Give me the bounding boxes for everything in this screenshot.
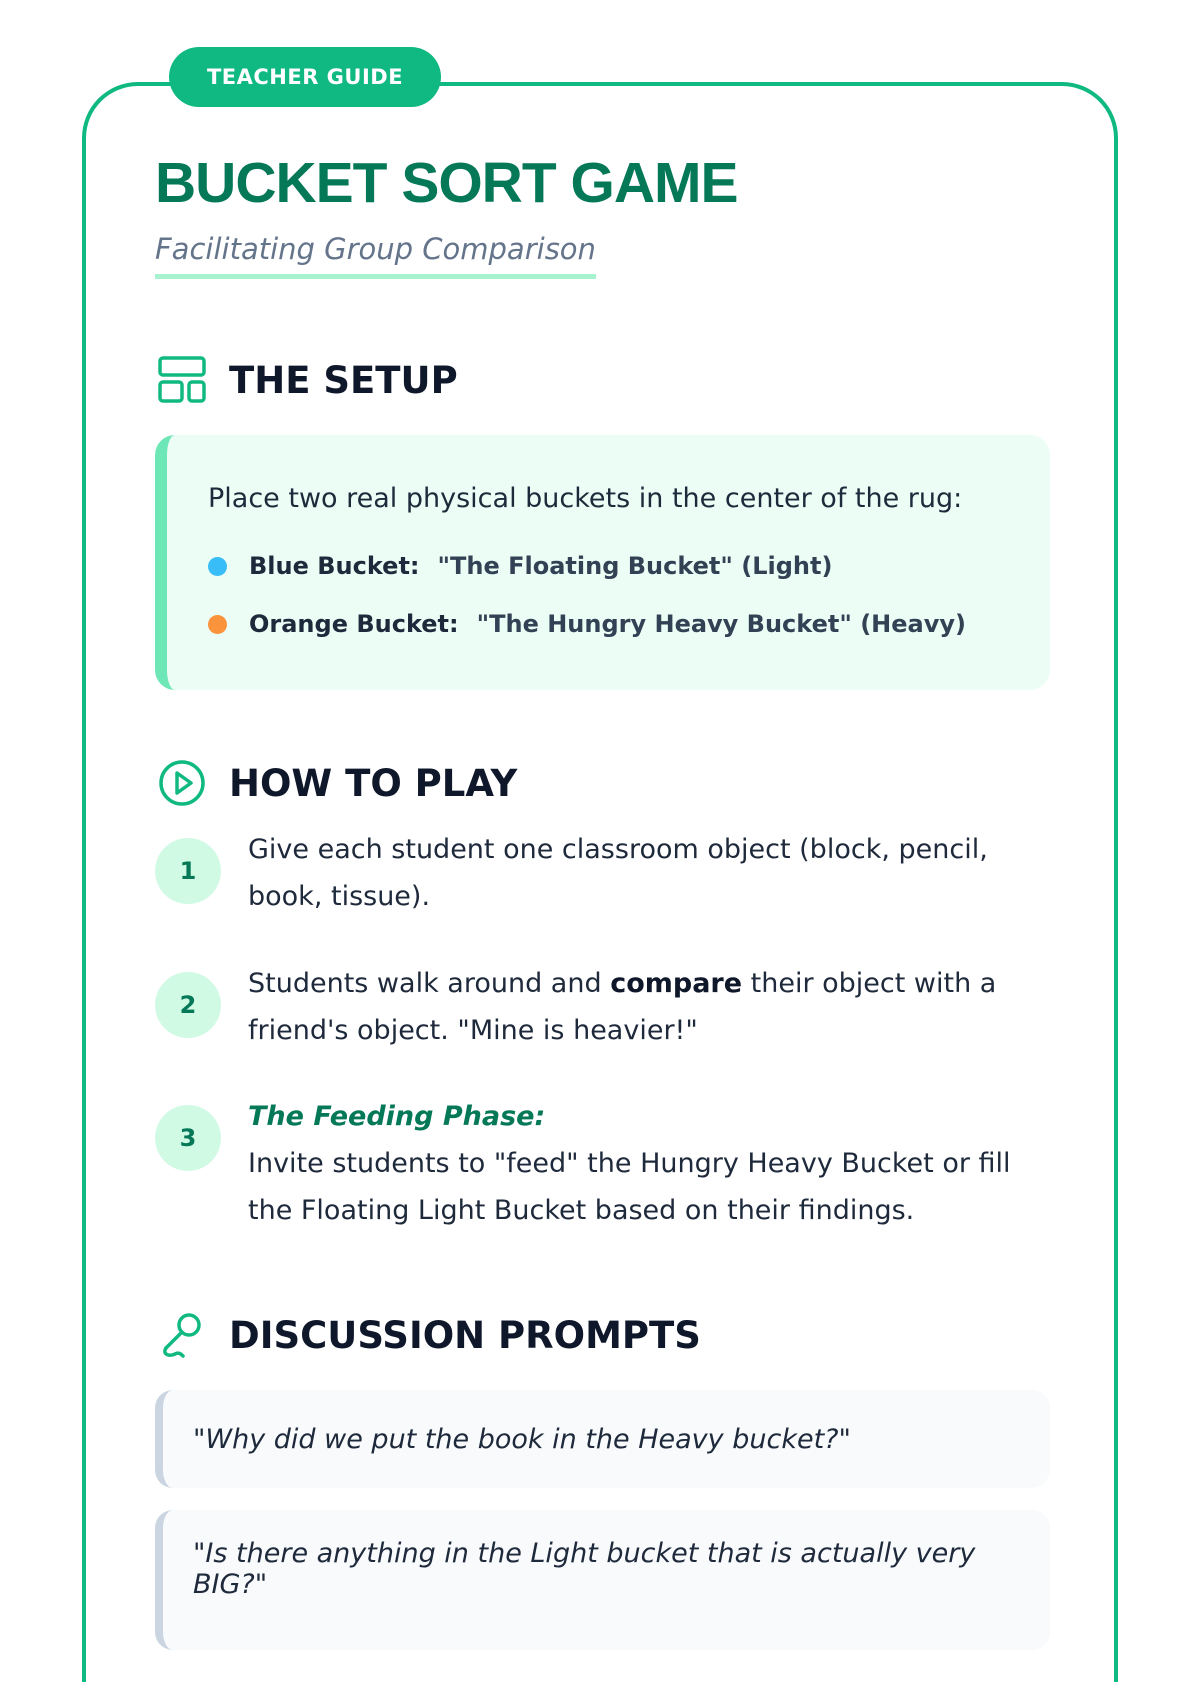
microphone-icon <box>157 1310 207 1360</box>
step-item <box>155 968 1035 1054</box>
bold-term: compare <box>610 968 743 999</box>
step-text: Give each student one classroom object (block, pencil, book, tissue). <box>248 834 988 912</box>
layout-icon <box>157 355 207 405</box>
step-text: The Feeding Phase: Invite students to "feed" the Hungry Heavy Bucket or fill the Floating Light Bucket based on their findings. <box>248 1093 1028 1234</box>
phase-title: The Feeding Phase: <box>248 1101 546 1132</box>
discussion-prompt: "Is there anything in the Light bucket that is actually very BIG?" <box>155 1510 1050 1650</box>
setup-section-header <box>157 355 458 405</box>
discussion-section-header <box>157 1310 701 1360</box>
play-section-header <box>157 758 517 808</box>
bucket-desc: "The Hungry Heavy Bucket" (Heavy) <box>476 610 966 638</box>
bucket-item-blue <box>208 552 1050 580</box>
blue-dot-icon <box>208 557 227 576</box>
step-text: Students walk around and compare their object with a friend's object. "Mine is heavier!" <box>248 968 997 1046</box>
bucket-desc: "The Floating Bucket" (Light) <box>437 552 833 580</box>
step-item <box>155 1101 1035 1234</box>
play-heading: HOW TO PLAY <box>229 761 518 805</box>
teacher-guide-badge: TEACHER GUIDE <box>169 47 441 107</box>
bucket-name: Orange Bucket: <box>249 610 459 638</box>
orange-dot-icon <box>208 615 227 634</box>
step-item <box>155 834 1035 920</box>
discussion-heading: DISCUSSION PROMPTS <box>229 1313 701 1357</box>
page-title: BUCKET SORT GAME <box>155 151 738 215</box>
step-number: 1 <box>155 838 221 904</box>
setup-heading: THE SETUP <box>229 358 458 402</box>
bucket-name: Blue Bucket: <box>249 552 420 580</box>
page-subtitle: Facilitating Group Comparison <box>155 232 596 279</box>
discussion-prompt: "Why did we put the book in the Heavy bucket?" <box>155 1390 1050 1488</box>
setup-intro: Place two real physical buckets in the center of the rug: <box>208 483 963 514</box>
setup-box <box>155 435 1050 690</box>
step-number: 2 <box>155 972 221 1038</box>
step-number: 3 <box>155 1105 221 1171</box>
bucket-item-orange <box>208 610 1050 638</box>
play-circle-icon <box>157 758 207 808</box>
